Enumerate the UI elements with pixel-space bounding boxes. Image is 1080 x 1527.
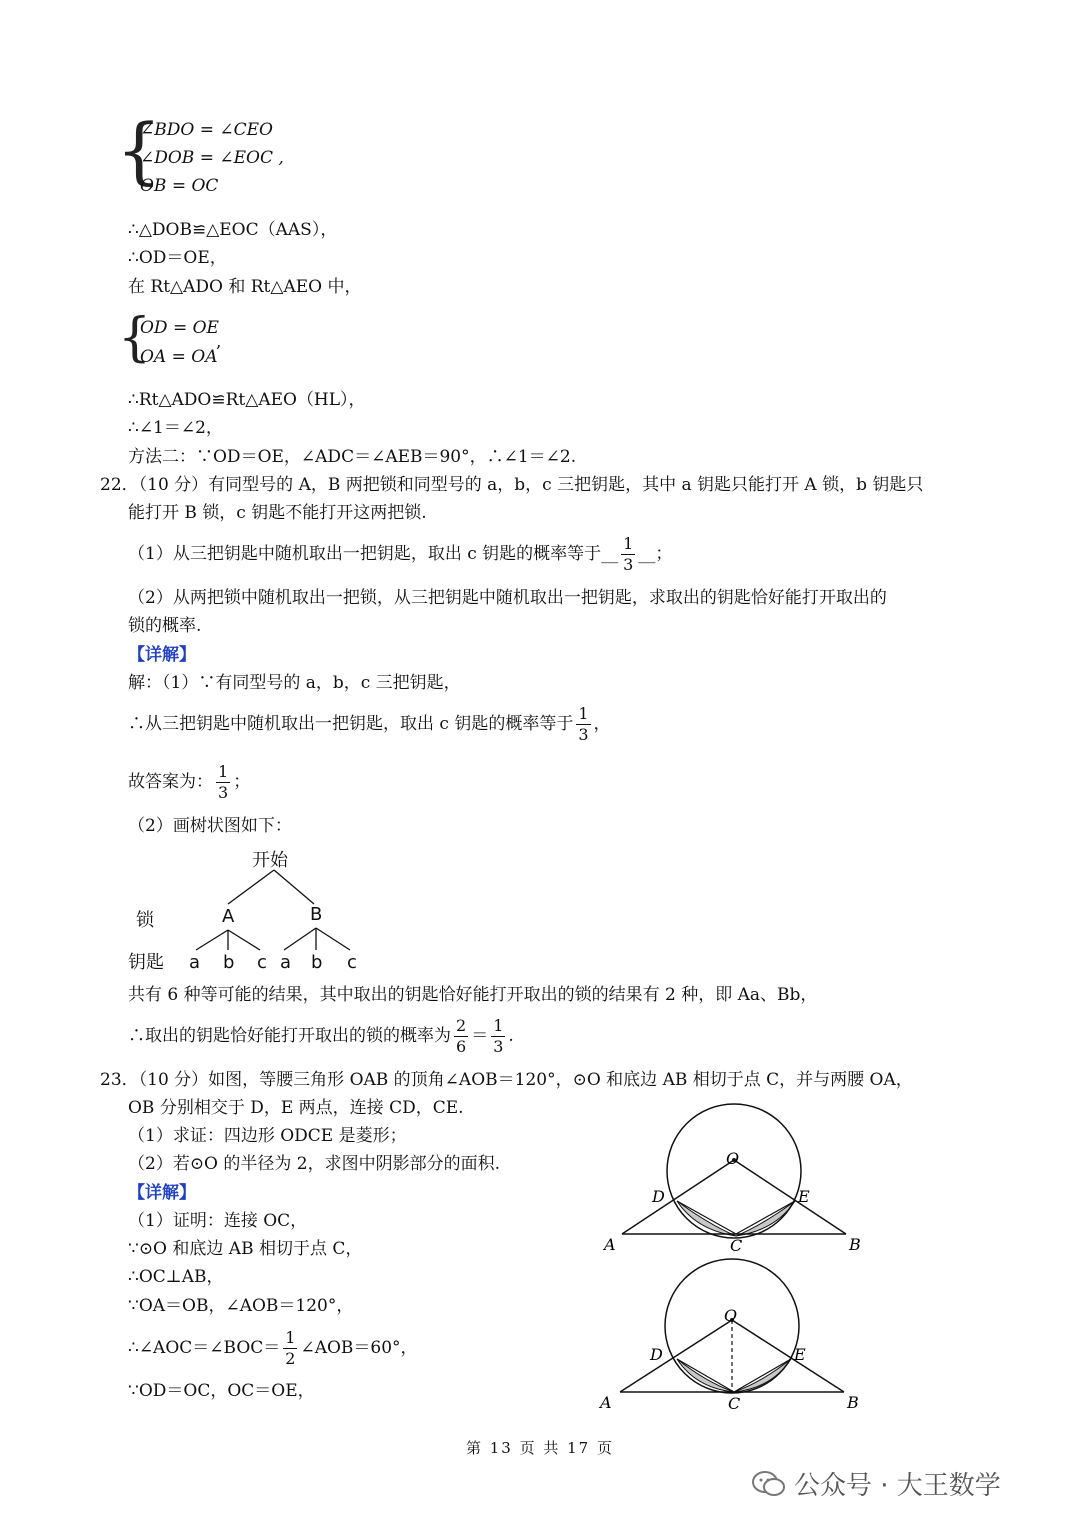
proof-line: ∴△DOB≌△EOC（AAS）， bbox=[128, 220, 338, 240]
fraction bbox=[621, 534, 635, 575]
label-b: B bbox=[847, 1393, 859, 1412]
label-e: E bbox=[798, 1187, 810, 1206]
tree-lock-node: B bbox=[310, 904, 323, 925]
tree-key-node: b bbox=[311, 952, 323, 973]
q22-part2: 锁的概率. bbox=[128, 616, 202, 636]
label-o: O bbox=[724, 1306, 738, 1325]
fraction-den: 3 bbox=[623, 555, 634, 574]
label-d: D bbox=[652, 1187, 665, 1206]
solution-line bbox=[128, 1326, 418, 1370]
solution-text: ∠AOB＝60°， bbox=[300, 1338, 418, 1358]
fraction bbox=[576, 704, 590, 745]
fraction-den: 3 bbox=[218, 783, 229, 802]
label-a: A bbox=[600, 1393, 612, 1412]
solution-line: （1）证明：连接 OC， bbox=[128, 1211, 308, 1231]
label-e: E bbox=[794, 1345, 806, 1364]
solution-text: ∴取出的钥匙恰好能打开取出的锁的概率为 bbox=[128, 1026, 451, 1046]
left-brace: { bbox=[116, 108, 162, 192]
solution-line: 解：（1）∵有同型号的 a，b，c 三把钥匙， bbox=[128, 673, 461, 693]
q22-stem: 22．（10 分）有同型号的 A，B 两把锁和同型号的 a，b，c 三把钥匙，其中 a 钥匙只能打开 A 锁，b 钥匙只 bbox=[100, 475, 924, 495]
fraction-num: 1 bbox=[285, 1328, 296, 1347]
label-c: C bbox=[728, 1394, 741, 1413]
side-ob bbox=[732, 1320, 844, 1392]
solution-line: ∵⊙O 和底边 AB 相切于点 C， bbox=[128, 1239, 363, 1259]
label-c: C bbox=[730, 1236, 743, 1255]
solution-line: ∵OD＝OC，OC＝OE， bbox=[128, 1381, 315, 1401]
fraction-den: 6 bbox=[456, 1037, 467, 1056]
solution-text: . bbox=[508, 1026, 514, 1046]
label-b: B bbox=[849, 1235, 861, 1254]
watermark-text: 公众号 · 大王数学 bbox=[794, 1471, 1001, 1501]
equation-line: OA = OA bbox=[140, 347, 218, 367]
label-d: D bbox=[650, 1345, 663, 1364]
solution-line bbox=[128, 762, 250, 803]
proof-line: ∴Rt△ADO≌Rt△AEO（HL）， bbox=[128, 390, 366, 410]
proof-line: ∴OD＝OE， bbox=[128, 248, 227, 268]
fraction-den: 3 bbox=[493, 1037, 504, 1056]
chord-ce bbox=[734, 1359, 791, 1392]
solution-text: ∴∠AOC＝∠BOC＝ bbox=[128, 1338, 281, 1358]
chord-ce bbox=[736, 1201, 795, 1234]
solution-text: ＝ bbox=[471, 1026, 489, 1046]
proof-line: ∴∠1＝∠2， bbox=[128, 418, 223, 438]
solution-line bbox=[128, 1014, 514, 1058]
equation-line: ∠DOB = ∠EOC , bbox=[140, 148, 284, 168]
solution-line bbox=[128, 704, 611, 745]
solution-line: ∴OC⊥AB， bbox=[128, 1267, 224, 1287]
fraction-num: 1 bbox=[578, 704, 589, 723]
q22-part2: （2）从两把锁中随机取出一把锁，从三把钥匙中随机取出一把钥匙，求取出的钥匙恰好能打开取出的 bbox=[128, 588, 887, 608]
q22-stem: 能打开 B 锁，c 钥匙不能打开这两把锁. bbox=[128, 503, 427, 523]
watermark bbox=[752, 1465, 1001, 1502]
tree-key-node: a bbox=[280, 952, 292, 973]
fraction bbox=[283, 1328, 297, 1369]
fraction-num: 1 bbox=[623, 534, 634, 553]
label-a: A bbox=[604, 1235, 616, 1254]
solution-text: ； bbox=[233, 772, 251, 792]
tree-key-node: b bbox=[223, 952, 235, 973]
circle-o bbox=[667, 1104, 801, 1238]
label-o: O bbox=[726, 1149, 740, 1168]
solution-text: ， bbox=[593, 714, 611, 734]
equation-line: OD = OE bbox=[140, 318, 219, 338]
tree-root: 开始 bbox=[252, 850, 288, 871]
side-ob bbox=[734, 1160, 846, 1234]
solution-line: ∵OA＝OB，∠AOB＝120°， bbox=[128, 1296, 354, 1316]
fraction bbox=[454, 1016, 468, 1057]
page-footer: 第 13 页 共 17 页 bbox=[465, 1439, 614, 1457]
q23-part1: （1）求证：四边形 ODCE 是菱形； bbox=[128, 1126, 407, 1146]
equation-line: ∠BDO = ∠CEO bbox=[140, 120, 273, 140]
left-brace: { bbox=[118, 308, 152, 368]
tree-branches bbox=[128, 842, 388, 982]
equation-comma: , bbox=[216, 332, 222, 352]
proof-line: 在 Rt△ADO 和 Rt△AEO 中， bbox=[128, 277, 362, 297]
solution-line: （2）画树状图如下： bbox=[128, 816, 292, 836]
geometry-figure-1 bbox=[596, 1096, 866, 1256]
equation-line: OB = OC bbox=[140, 176, 219, 196]
solution-tag: 【详解】 bbox=[128, 1183, 196, 1203]
geometry-figure-2 bbox=[596, 1256, 866, 1416]
fraction-den: 2 bbox=[285, 1349, 296, 1368]
tree-diagram bbox=[128, 842, 388, 982]
fraction bbox=[216, 762, 230, 803]
tree-lock-node: A bbox=[222, 906, 235, 927]
tree-key-node: a bbox=[189, 952, 201, 973]
fraction-num: 1 bbox=[493, 1016, 504, 1035]
tree-row-label-lock: 锁 bbox=[136, 910, 154, 931]
tree-key-node: c bbox=[257, 952, 267, 973]
solution-line: 共有 6 种等可能的结果，其中取出的钥匙恰好能打开取出的锁的结果有 2 种，即 Aa、Bb， bbox=[128, 985, 818, 1005]
fraction-num: 2 bbox=[456, 1016, 467, 1035]
fraction bbox=[491, 1016, 505, 1057]
q23-stem: OB 分别相交于 D，E 两点，连接 CD，CE. bbox=[128, 1098, 464, 1118]
q23-part2: （2）若⊙O 的半径为 2，求图中阴影部分的面积. bbox=[128, 1154, 501, 1174]
q22-part1 bbox=[128, 534, 672, 575]
fraction-num: 1 bbox=[218, 762, 229, 781]
blank: __ bbox=[601, 544, 619, 564]
solution-text: 故答案为： bbox=[128, 772, 213, 792]
tree-key-node: c bbox=[347, 952, 357, 973]
q22-part1-text: （1）从三把钥匙中随机取出一把钥匙，取出 c 钥匙的概率等于 bbox=[128, 544, 602, 564]
blank: __； bbox=[638, 544, 673, 564]
proof-line: 方法二：∵OD＝OE，∠ADC＝∠AEB＝90°，∴∠1＝∠2. bbox=[128, 447, 577, 467]
wechat-icon bbox=[752, 1470, 786, 1498]
solution-text: ∴从三把钥匙中随机取出一把钥匙，取出 c 钥匙的概率等于 bbox=[128, 714, 574, 734]
solution-tag: 【详解】 bbox=[128, 645, 196, 665]
fraction-den: 3 bbox=[578, 725, 589, 744]
q23-stem: 23．（10 分）如图，等腰三角形 OAB 的顶角∠AOB＝120°，⊙O 和底边 AB 相切于点 C，并与两腰 OA， bbox=[100, 1070, 913, 1090]
tree-row-label-key: 钥匙 bbox=[128, 952, 164, 973]
